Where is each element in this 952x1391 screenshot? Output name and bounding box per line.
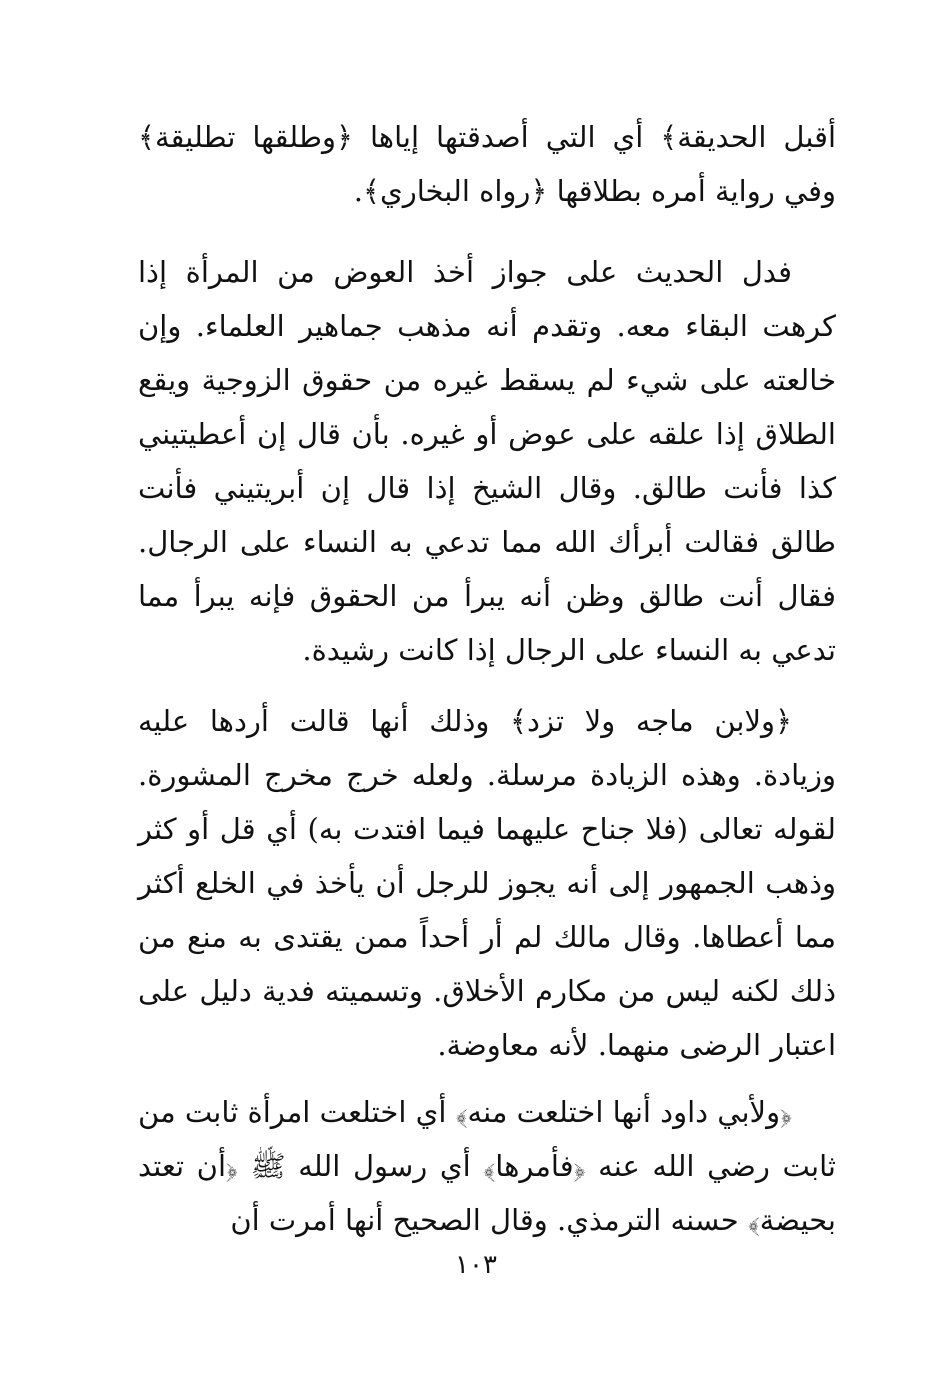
paragraph-block-3: [138, 694, 836, 1072]
paragraph-block-1: [138, 110, 836, 218]
paragraph: ﴿ولأبي داود أنها اختلعت منه﴾ أي اختلعت امرأة ثابت من ثابت رضي الله عنه ﴿فأمرها﴾ أي رسول الله ﷺ ﴿أن تعتد بحيضة﴾ حسنه الترمذي. وقال الصحيح أنها أمرت أن: [138, 1095, 836, 1237]
page-number: ١٠٣: [455, 1250, 497, 1280]
paragraph: أقبل الحديقة﴾ أي التي أصدقتها إياها ﴿وطلقها تطليقة﴾ وفي رواية أمره بطلاقها ﴿رواه البخاري﴾.: [138, 120, 836, 208]
paragraph: فدل الحديث على جواز أخذ العوض من المرأة إذا كرهت البقاء معه. وتقدم أنه مذهب جماهير العلماء. وإن خالعته على شيء لم يسقط غيره من حقوق الزوجية ويقع الطلاق إذا علقه على عوض أو غيره. بأن قال إن أعطيتيني كذا فأنت طالق. وقال الشيخ إذا قال إن أبريتيني فأنت طالق فقالت أبرأك الله مما تدعي به النساء على الرجال. فقال أنت طالق وظن أنه يبرأ من الحقوق فإنه يبرأ مما تدعي به النساء على الرجال إذا كانت رشيدة.: [138, 255, 836, 667]
paragraph-block-2: [138, 245, 836, 677]
paragraph: ﴿ولابن ماجه ولا تزد﴾ وذلك أنها قالت أردها عليه وزيادة. وهذه الزيادة مرسلة. ولعله خرج مخرج المشورة. لقوله تعالى (فلا جناح عليهما فيما افتدت به) أي قل أو كثر وذهب الجمهور إلى أنه يجوز للرجل أن يأخذ في الخلع أكثر مما أعطاها. وقال مالك لم أر أحداً ممن يقتدى به منع من ذلك لكنه ليس من مكارم الأخلاق. وتسميته فدية دليل على اعتبار الرضى منهما. لأنه معاوضة.: [138, 704, 836, 1062]
paragraph-block-4: [138, 1085, 836, 1247]
